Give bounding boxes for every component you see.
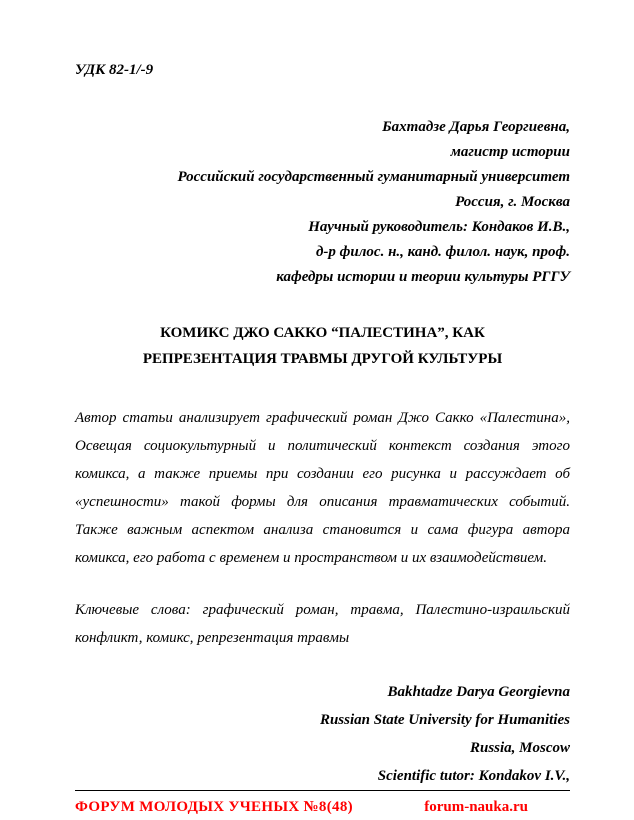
author-name-en: Bakhtadze Darya Georgievna bbox=[387, 684, 570, 700]
journal-website: forum-nauka.ru bbox=[424, 799, 528, 815]
journal-title: ФОРУМ МОЛОДЫХ УЧЕНЫХ №8(48) bbox=[75, 799, 353, 815]
author-block-en bbox=[75, 678, 570, 790]
keywords-paragraph: Ключевые слова: графический роман, травма, Палестино-израильский конфликт, комикс, репрезентация травмы bbox=[75, 602, 570, 646]
advisor-department-ru: кафедры истории и теории культуры РГГУ bbox=[276, 269, 570, 285]
abstract-paragraph: Автор статьи анализирует графический роман Джо Сакко «Палестина», Освещая социокультурный и политический контекст создания этого комикса, а также приемы при создании его рисунка и рассуждает об «успешности» такой формы для описания травматических событий. Также важным аспектом анализа становится и сама фигура автора комикса, его работа с временем и пространством и их взаимодействием. bbox=[75, 410, 570, 566]
article-title: КОМИКС ДЖО САККО “ПАЛЕСТИНА”, КАК РЕПРЕЗЕНТАЦИЯ ТРАВМЫ ДРУГОЙ КУЛЬТУРЫ bbox=[142, 325, 503, 367]
author-block-ru bbox=[75, 115, 570, 290]
author-location-en: Russia, Moscow bbox=[469, 740, 570, 756]
author-university-en: Russian State University for Humanities bbox=[319, 712, 570, 728]
author-location-ru: Россия, г. Москва bbox=[455, 194, 570, 210]
page-footer bbox=[75, 790, 570, 816]
author-name-ru: Бахтадзе Дарья Георгиевна, bbox=[382, 119, 570, 135]
scientific-tutor-en: Scientific tutor: Kondakov I.V., bbox=[377, 768, 570, 784]
author-degree-ru: магистр истории bbox=[450, 144, 570, 160]
author-university-ru: Российский государственный гуманитарный университет bbox=[177, 169, 570, 185]
advisor-degree-ru: д-р филос. н., канд. филол. наук, проф. bbox=[315, 244, 570, 260]
scientific-advisor-ru: Научный руководитель: Кондаков И.В., bbox=[308, 219, 570, 235]
udc-code: УДК 82-1/-9 bbox=[75, 62, 154, 78]
